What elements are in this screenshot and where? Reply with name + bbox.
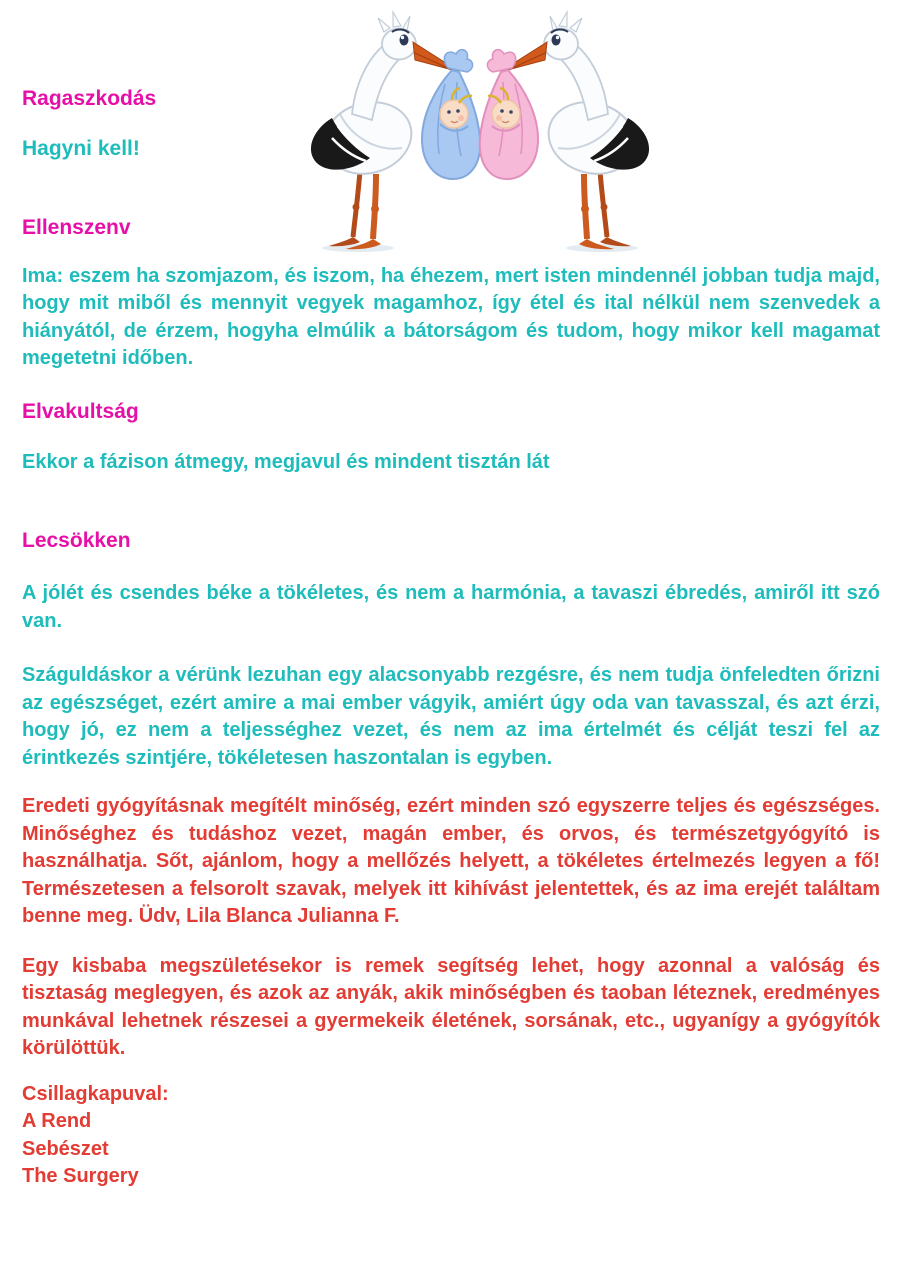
- paragraph-jolet: A jólét és csendes béke a tökéletes, és nem a harmónia, a tavaszi ébredés, amiről itt szó van.: [22, 582, 880, 632]
- paragraph-ekkor: Ekkor a fázison átmegy, megjavul és mindent tisztán lát: [22, 451, 550, 473]
- paragraph-szaguldas: Száguldáskor a vérünk lezuhan egy alacsonyabb rezgésre, és nem tudja önfeledten őrizni az egészséget, ezért amire a mai ember vágyik, amiért úgy oda van tavasszal, és azt érzi, hogy jó, ez nem a teljességhez vezet, és nem az ima értelmét és célját teszi fel az érintkezés szintjére, tökéletesen haszontalan is egyben.: [22, 664, 880, 769]
- heading-elvakultsag: Elvakultság: [22, 399, 139, 423]
- signature-line-sebeszet: Sebészet: [22, 1137, 109, 1160]
- storks-with-babies-image: [296, 6, 664, 252]
- heading-ragaszkodas: Ragaszkodás: [22, 87, 157, 110]
- paragraph-ima: Ima: eszem ha szomjazom, és iszom, ha éhezem, mert isten mindennél jobban tudja majd, hogy mit miből és mennyit vegyek magamhoz, így étel és ital nélkül nem szenvedek a hiányától, de érzem, hogyha elmúlik a bátorságom és tudom, hogy mikor kell magamat megetetni időben.: [22, 264, 880, 369]
- pink-bundle-baby: [480, 50, 538, 179]
- paragraph-eredeti: Eredeti gyógyításnak megítélt minőség, ezért minden szó egyszerre teljes és egészséges. Minőséghez és tudáshoz vezet, magán ember, és orvos, és természetgyógyító is használhatja. Sőt, ajánlom, hogy a mellőzés helyett, a tökéletes értelmezés legyen a fő! Természetesen a felsorolt szavak, melyek itt kihívást jelentettek, és az ima erejét találtam benne meg. Üdv, Lila Blanca Julianna F.: [22, 795, 880, 927]
- signature-block: [22, 1081, 880, 1191]
- heading-hagyni-kell: Hagyni kell!: [22, 136, 140, 160]
- heading-ellenszenv: Ellenszenv: [22, 216, 131, 239]
- blue-bundle-baby: [422, 50, 480, 179]
- signature-line-a-rend: A Rend: [22, 1110, 92, 1132]
- heading-lecsokken: Lecsökken: [22, 528, 131, 552]
- storks-illustration: [296, 6, 664, 252]
- signature-line-the-surgery: The Surgery: [22, 1165, 139, 1187]
- signature-line-csillagkapuval: Csillagkapuval:: [22, 1082, 169, 1105]
- paragraph-kisbaba: Egy kisbaba megszületésekor is remek segítség lehet, hogy azonnal a valóság és tisztaság meglegyen, és azok az anyák, akik minőségben és taoban léteznek, eredményes munkával lehetnek részesei a gyermekeik életének, sorsának, etc., ugyanígy a gyógyítók körülöttük.: [22, 954, 880, 1059]
